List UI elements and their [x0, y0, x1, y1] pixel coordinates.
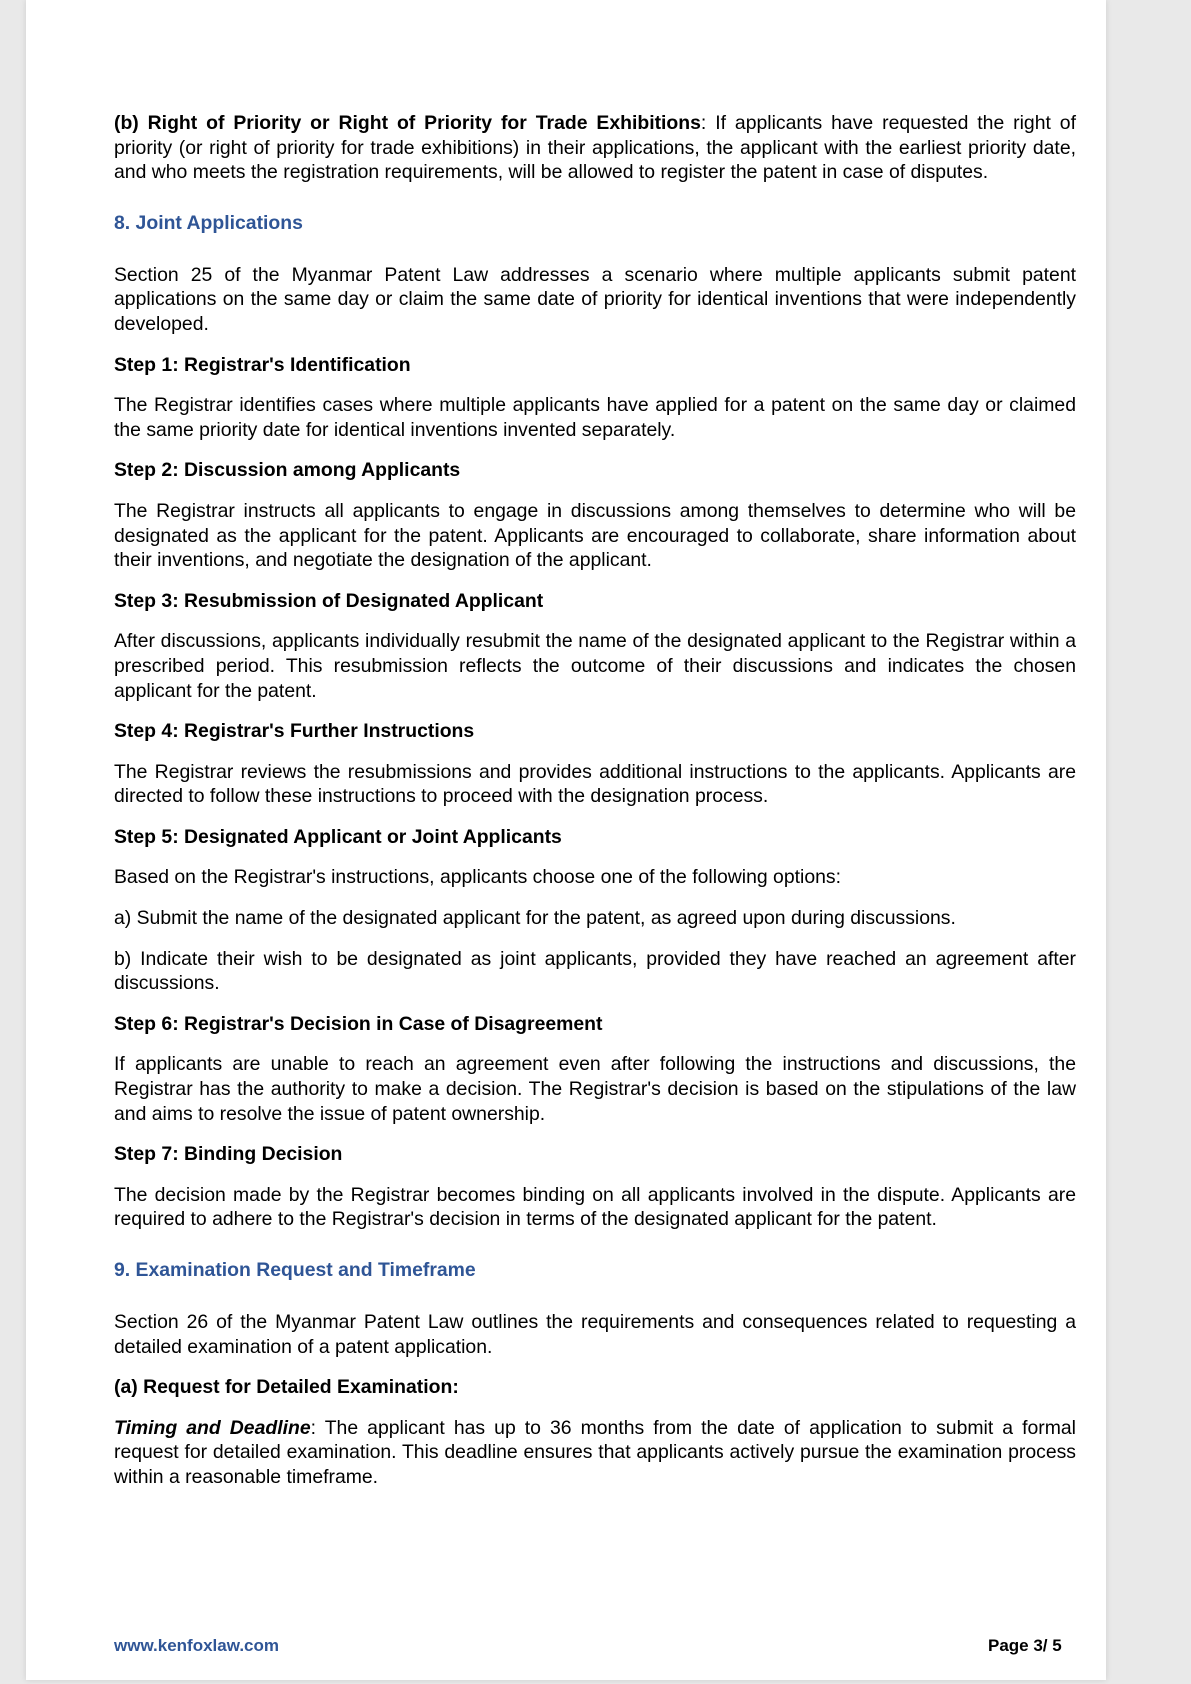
step-2	[114, 458, 1076, 572]
step-4	[114, 719, 1076, 809]
section-intro: Section 26 of the Myanmar Patent Law outlines the requirements and consequences related to requesting a detailed examination of a patent application.	[114, 1311, 1076, 1358]
page-content	[114, 111, 1076, 1506]
step-7	[114, 1142, 1076, 1232]
step-title: Step 6: Registrar's Decision in Case of Disagreement	[114, 1012, 603, 1035]
step-option-a: a) Submit the name of the designated applicant for the patent, as agreed upon during discussions.	[114, 907, 956, 930]
step-paragraph: The decision made by the Registrar becomes binding on all applicants involved in the dispute. Applicants are required to adhere to the Registrar's decision in terms of the designated applicant for the patent.	[114, 1183, 1076, 1231]
timing-label: Timing and Deadline	[114, 1416, 311, 1439]
section-heading-joint-applications: 8. Joint Applications	[114, 211, 303, 234]
step-3	[114, 589, 1076, 703]
paragraph-lead-bold: (b) Right of Priority or Right of Priority for Trade Exhibitions	[114, 112, 701, 134]
step-title: Step 7: Binding Decision	[114, 1143, 343, 1166]
step-option-b: b) Indicate their wish to be designated as joint applicants, provided they have reached an agreement after discussions.	[114, 947, 1076, 995]
step-title: Step 1: Registrar's Identification	[114, 353, 411, 376]
step-title: Step 5: Designated Applicant or Joint Applicants	[114, 825, 562, 848]
step-paragraph: After discussions, applicants individually resubmit the name of the designated applicant to the Registrar within a prescribed period. This resubmission reflects the outcome of their discussions and indicates the chosen applicant for the patent.	[114, 630, 1076, 702]
section-heading-examination-request: 9. Examination Request and Timeframe	[114, 1259, 476, 1281]
step-paragraph: Based on the Registrar's instructions, applicants choose one of the following options:	[114, 866, 841, 889]
paragraph-text: : If applicants have requested the right of priority (or right of priority for trade exhibitions) in their applications, the applicant with the earliest priority date, and who meets the registration requirements, will be allowed to register the patent in case of disputes.	[114, 112, 1076, 184]
section-intro: Section 25 of the Myanmar Patent Law addresses a scenario where multiple applicants submit patent applications on the same day or claim the same date of priority for identical inventions that were independently developed.	[114, 263, 1076, 335]
step-title: Step 3: Resubmission of Designated Applicant	[114, 589, 544, 612]
step-5	[114, 825, 1076, 996]
step-6	[114, 1012, 1076, 1126]
footer-page-number: Page 3/ 5	[988, 1636, 1062, 1655]
step-paragraph: If applicants are unable to reach an agreement even after following the instructions and discussions, the Registrar has the authority to make a decision. The Registrar's decision is based on the stipulations of the law and aims to resolve the issue of patent ownership.	[114, 1053, 1076, 1125]
timing-text: : The applicant has up to 36 months from the date of application to submit a formal request for detailed examination. This deadline ensures that applicants actively pursue the examination process within a reasonable timeframe.	[114, 1416, 1076, 1488]
paragraph-timing	[114, 1416, 1076, 1490]
step-title: Step 2: Discussion among Applicants	[114, 459, 461, 482]
step-title: Step 4: Registrar's Further Instructions	[114, 720, 475, 743]
subsection-title: (a) Request for Detailed Examination:	[114, 1376, 459, 1399]
step-paragraph: The Registrar reviews the resubmissions and provides additional instructions to the applicants. Applicants are directed to follow these instructions to proceed with the designation process.	[114, 760, 1076, 808]
step-1	[114, 353, 1076, 443]
document-page	[26, 0, 1106, 1680]
footer-website-link[interactable]: www.kenfoxlaw.com	[114, 1636, 280, 1655]
paragraph-right-of-priority	[114, 111, 1076, 185]
step-paragraph: The Registrar identifies cases where multiple applicants have applied for a patent on the same day or claimed the same priority date for identical inventions invented separately.	[114, 394, 1076, 441]
step-paragraph: The Registrar instructs all applicants to engage in discussions among themselves to determine who will be designated as the applicant for the patent. Applicants are encouraged to collaborate, share information about their inventions, and negotiate the designation of the applicant.	[114, 499, 1076, 572]
